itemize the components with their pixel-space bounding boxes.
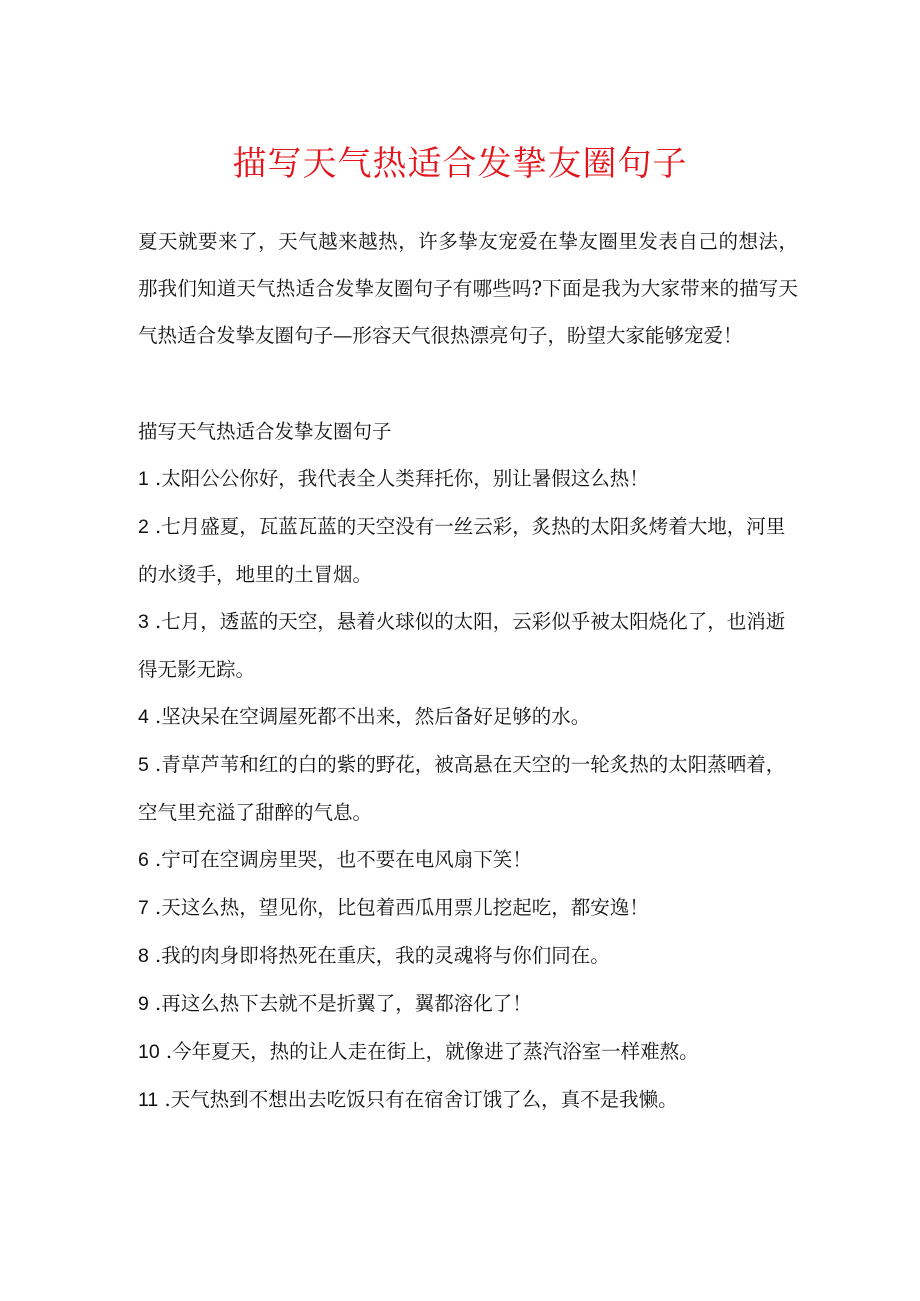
item-number: 5 [138,754,149,776]
item-number: 4 [138,706,149,728]
document-title: 描写天气热适合发挚友圈句子 [232,144,688,184]
list-item: 8 .我的肉身即将热死在重庆，我的灵魂将与你们同在。 [138,944,610,967]
list-item: 2 .七月盛夏，瓦蓝瓦蓝的天空没有一丝云彩，炙热的太阳炙烤着大地，河里的水烫手，地里的土冒烟。 [138,515,786,586]
list-item: 5 .青草芦苇和红的白的紫的野花，被高悬在天空的一轮炙热的太阳蒸晒着，空气里充溢了甜醉的气息。 [138,753,786,824]
item-number: 9 [138,993,149,1015]
item-number: 3 [138,611,149,633]
item-text: 今年夏天，热的让人走在街上，就像进了蒸汽浴室一样难熬。 [172,1040,699,1063]
list-item: 11 .天气热到不想出去吃饭只有在宿舍订饿了么，真不是我懒。 [138,1088,678,1111]
item-number: 7 [138,897,149,919]
item-text: 我的肉身即将热死在重庆，我的灵魂将与你们同在。 [161,944,610,967]
item-text: 七月盛夏，瓦蓝瓦蓝的天空没有一丝云彩，炙热的太阳炙烤着大地，河里的水烫手，地里的土冒烟。 [138,515,786,586]
item-text: 天这么热，望见你，比包着西瓜用票儿挖起吃，都安逸！ [161,896,649,919]
item-text: 太阳公公你好，我代表全人类拜托你，别让暑假这么热！ [161,467,649,490]
section-heading: 描写天气热适合发挚友圈句子 [138,420,392,443]
item-number: 1 [138,468,149,490]
item-number: 8 [138,945,149,967]
list-item: 6 .宁可在空调房里哭，也不要在电风扇下笑！ [138,848,532,871]
list-item: 3 .七月，透蓝的天空，悬着火球似的太阳，云彩似乎被太阳烧化了，也消逝得无影无踪。 [138,610,786,681]
sentence-list [138,455,798,1124]
intro-paragraph: 夏天就要来了，天气越来越热，许多挚友宠爱在挚友圈里发表自己的想法，那我们知道天气热适合发挚友圈句子有哪些吗?下面是我为大家带来的描写天气热适合发挚友圈句子—形容天气很热漂亮句子，盼望大家能够宠爱！ [138,230,798,347]
item-number: 10 [138,1041,160,1063]
item-text: 宁可在空调房里哭，也不要在电风扇下笑！ [161,848,532,871]
item-text: 青草芦苇和红的白的紫的野花，被高悬在天空的一轮炙热的太阳蒸晒着，空气里充溢了甜醉的气息。 [138,753,786,824]
list-item: 9 .再这么热下去就不是折翼了，翼都溶化了！ [138,992,532,1015]
item-number: 11 [138,1089,159,1111]
item-text: 天气热到不想出去吃饭只有在宿舍订饿了么，真不是我懒。 [170,1088,678,1111]
item-number: 2 [138,516,149,538]
list-item: 10 .今年夏天，热的让人走在街上，就像进了蒸汽浴室一样难熬。 [138,1040,699,1063]
list-item: 7 .天这么热，望见你，比包着西瓜用票儿挖起吃，都安逸！ [138,896,649,919]
list-item: 1 .太阳公公你好，我代表全人类拜托你，别让暑假这么热！ [138,467,649,490]
item-number: 6 [138,849,149,871]
list-item: 4 .坚决呆在空调屋死都不出来，然后备好足够的水。 [138,705,591,728]
item-text: 再这么热下去就不是折翼了，翼都溶化了！ [161,992,532,1015]
item-text: 坚决呆在空调屋死都不出来，然后备好足够的水。 [161,705,591,728]
item-text: 七月，透蓝的天空，悬着火球似的太阳，云彩似乎被太阳烧化了，也消逝得无影无踪。 [138,610,786,681]
